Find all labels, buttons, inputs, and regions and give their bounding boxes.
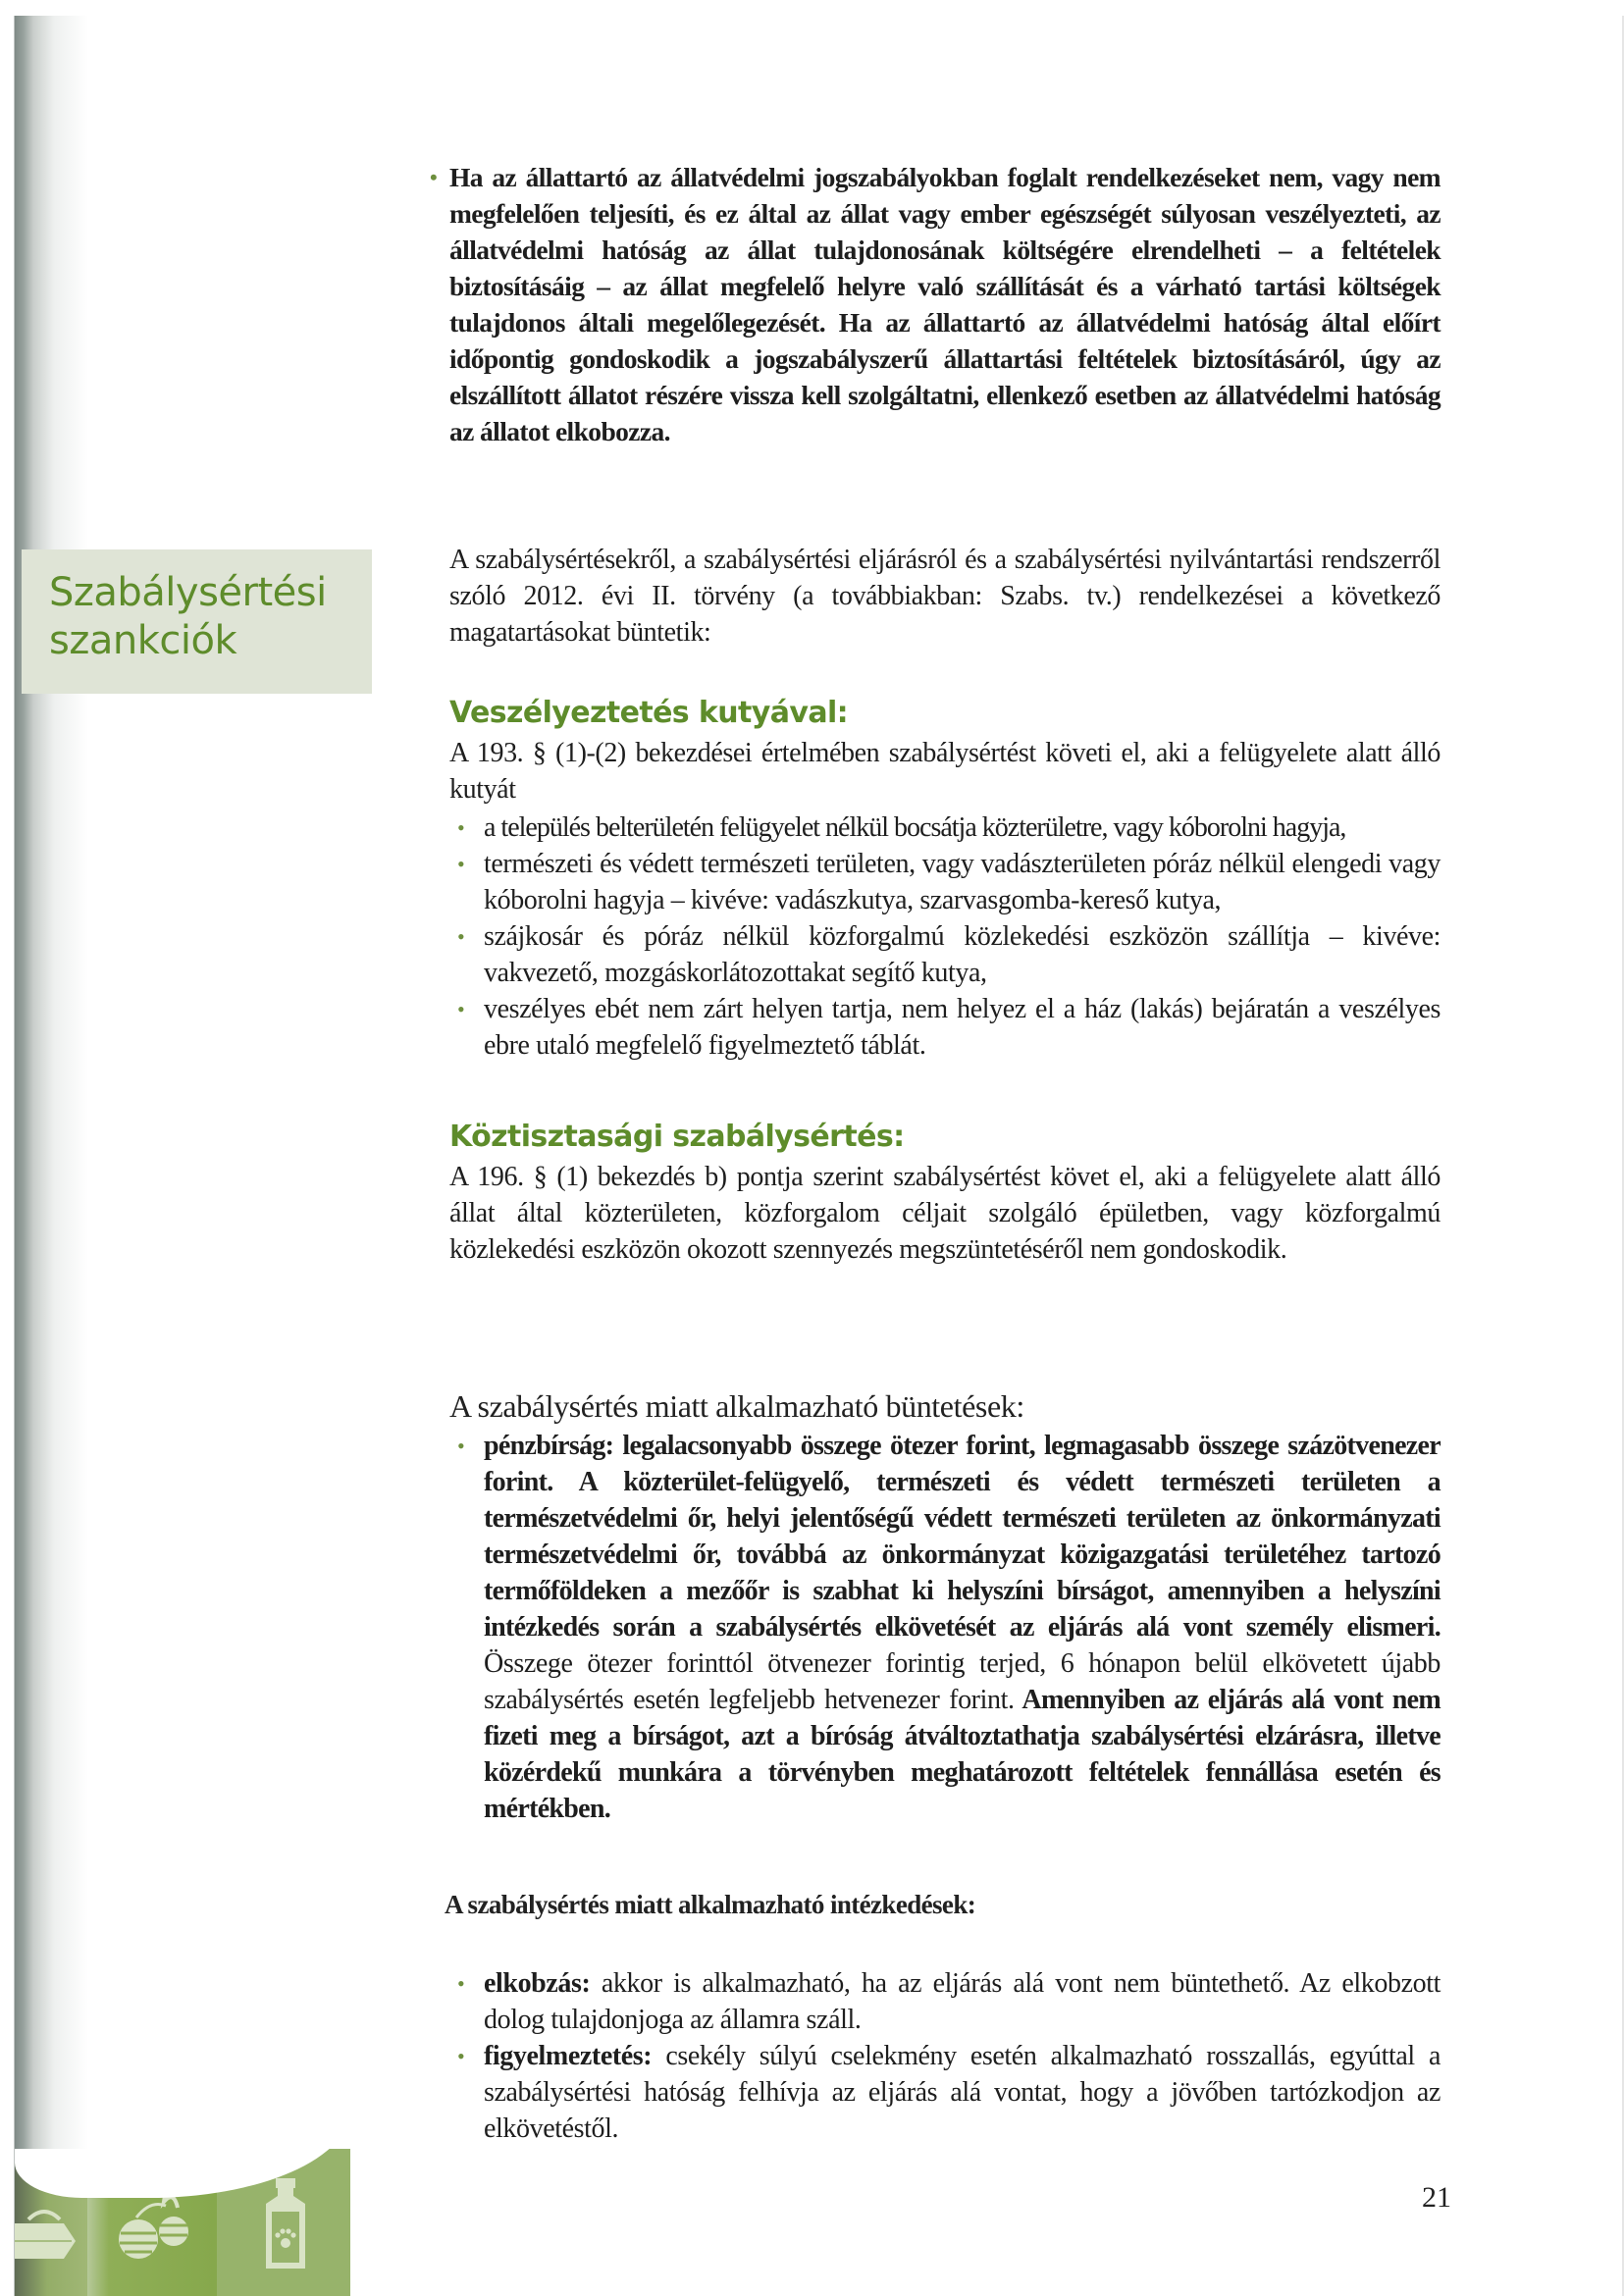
sidebar-title-line-2: szankciók bbox=[49, 618, 237, 663]
measure-description: csekély súlyú cselekmény esetén alkalmazható rosszallás, egyúttal a szabálysértési hatóság felhívja az eljárás alá vontat, hogy a jövőben tartózkodjon az elkövetéstől. bbox=[484, 2041, 1441, 2144]
fine-text-bold: pénzbírság: legalacsonyabb összege ötezer forint, legmagasabb összege százötvenezer forint. A közterület-felügyelő, természeti és védett természeti területen a természetvédelmi őr, helyi jelentőségű védett természeti területen az önkormányzati természetvédelmi őr, továbbá az önkormányzat közigazgatási területéhez tartozó termőföldeken a mezőőr is szabhat ki helyszíni bírságot, amennyiben a helyszíni intézkedés során a szabálysértés elkövetését az eljárás alá vont személy elismeri. bbox=[484, 1431, 1441, 1643]
section-public-cleanliness-text: A 196. § (1) bekezdés b) pontja szerint szabálysértést követ el, aki a felügyelete alatt álló állat által közterületen, közforgalom céljait szolgáló épületben, vagy közforgalmú közlekedési eszközön okozott szennyezés megszüntetéséről nem gondoskodik. bbox=[449, 1162, 1441, 1265]
bullet-icon: • bbox=[457, 852, 465, 876]
bullet-icon: • bbox=[457, 2044, 465, 2068]
list-item bbox=[430, 159, 1441, 449]
pet-shampoo-icon bbox=[256, 2174, 315, 2272]
page-top-margin bbox=[0, 0, 88, 16]
bullet-icon: • bbox=[457, 1434, 465, 1458]
list-item bbox=[457, 1965, 1441, 2038]
list-item-text: a település belterületén felügyelet nélkül bocsátja közterületre, vagy kóborolni hagyja, bbox=[484, 812, 1346, 843]
footer-icon-strip bbox=[15, 2149, 350, 2296]
list-item bbox=[457, 991, 1441, 1064]
top-paragraph-text: Ha az állattartó az állatvédelmi jogszabályokban foglalt rendelkezéseket nem, vagy nem megfelelően teljesíti, és ez által az állat vagy ember egészségét súlyosan veszélyezteti, az állatvédelmi hatóság az állat tulajdonosának költségére elrendelheti – a feltételek biztosításáig – az állat megfelelő helyre való szállítását és a várható tartási költségek tulajdonos általi megelőlegezését. Ha az állattartó az állatvédelmi hatóság által előírt időpontig gondoskodik a jogszabályszerű állattartási feltételek biztosításáról, úgy az elszállított állatot részére vissza kell szolgáltatni, ellenkező esetben az állatvédelmi hatóság az állatot elkobozza. bbox=[449, 162, 1441, 446]
heading-penalties: A szabálysértés miatt alkalmazható büntetések: bbox=[449, 1388, 1024, 1424]
measures-list bbox=[449, 1965, 1441, 2147]
sidebar-title-line-1: Szabálysértési bbox=[49, 570, 327, 615]
bullet-icon: • bbox=[457, 924, 465, 949]
list-item bbox=[457, 2038, 1441, 2147]
sidebar-section-title bbox=[49, 569, 327, 665]
book-spine-shadow bbox=[0, 0, 88, 2296]
top-paragraph-block bbox=[430, 159, 1441, 449]
list-item bbox=[457, 846, 1441, 918]
list-item bbox=[457, 809, 1441, 846]
dog-offence-list bbox=[449, 809, 1441, 1064]
intro-paragraph: A szabálysértésekről, a szabálysértési eljárásról és a szabálysértési nyilvántartási rendszerről szóló 2012. évi II. törvény (a továbbiakban: Szabs. tv.) rendelkezései a következő magatartásokat büntetik: bbox=[449, 545, 1441, 648]
bullet-icon: • bbox=[457, 815, 465, 840]
fine-text-bold-conversion: Amennyiben az eljárás alá vont nem fizeti meg a bírságot, azt a bíróság átváltoztathatja szabálysértési elzárásra, illetve közérdekű munkára a törvényben meghatározott feltételek fennállása esetén és mértékben. bbox=[484, 1685, 1441, 1824]
list-item bbox=[457, 1428, 1441, 1827]
pet-carrier-icon bbox=[15, 2198, 83, 2276]
bullet-icon: • bbox=[430, 165, 438, 189]
top-bullet-list bbox=[430, 159, 1441, 449]
bullet-icon: • bbox=[457, 997, 465, 1021]
measure-term: elkobzás: bbox=[484, 1968, 591, 1999]
heading-measures: A szabálysértés miatt alkalmazható intézkedések: bbox=[445, 1890, 976, 1919]
heading-dog-endangerment: Veszélyeztetés kutyával: bbox=[449, 696, 849, 730]
list-item-text: veszélyes ebét nem zárt helyen tartja, nem helyez el a ház (lakás) bejáratán a veszélyes ebre utaló megfelelő figyelmeztető táblát. bbox=[484, 994, 1441, 1061]
list-item bbox=[457, 918, 1441, 991]
section-dog-endangerment bbox=[449, 735, 1441, 1064]
measure-description: akkor is alkalmazható, ha az eljárás alá vont nem büntethető. Az elkobzott dolog tulajdonjoga az államra száll. bbox=[484, 1968, 1441, 2035]
page-number: 21 bbox=[1422, 2181, 1451, 2214]
fine-text-regular: Összege ötezer forinttól ötvenezer forintig terjed, 6 hónapon belül elkövetett újabb szabálysértés esetén legfeljebb hetvenezer forint. bbox=[484, 1648, 1441, 1715]
section-measures bbox=[449, 1965, 1441, 2147]
bullet-icon: • bbox=[457, 1971, 465, 1996]
section-penalties bbox=[449, 1428, 1441, 1827]
measure-term: figyelmeztetés: bbox=[484, 2041, 653, 2071]
list-item-text: szájkosár és póráz nélkül közforgalmú közlekedési eszközön szállítja – kivéve: vakvezető, mozgáskorlátozottakat segítő kutya, bbox=[484, 921, 1441, 988]
list-item-text: természeti és védett természeti területen, vagy vadászterületen póráz nélkül elengedi vagy kóborolni hagyja – kivéve: vadászkutya, szarvasgomba-kereső kutya, bbox=[484, 849, 1441, 915]
penalties-list bbox=[449, 1428, 1441, 1827]
section-lead-text: A 193. § (1)-(2) bekezdései értelmében szabálysértést követi el, aki a felügyelete alatt álló kutyát bbox=[449, 738, 1441, 805]
heading-public-cleanliness: Köztisztasági szabálysértés: bbox=[449, 1120, 905, 1154]
